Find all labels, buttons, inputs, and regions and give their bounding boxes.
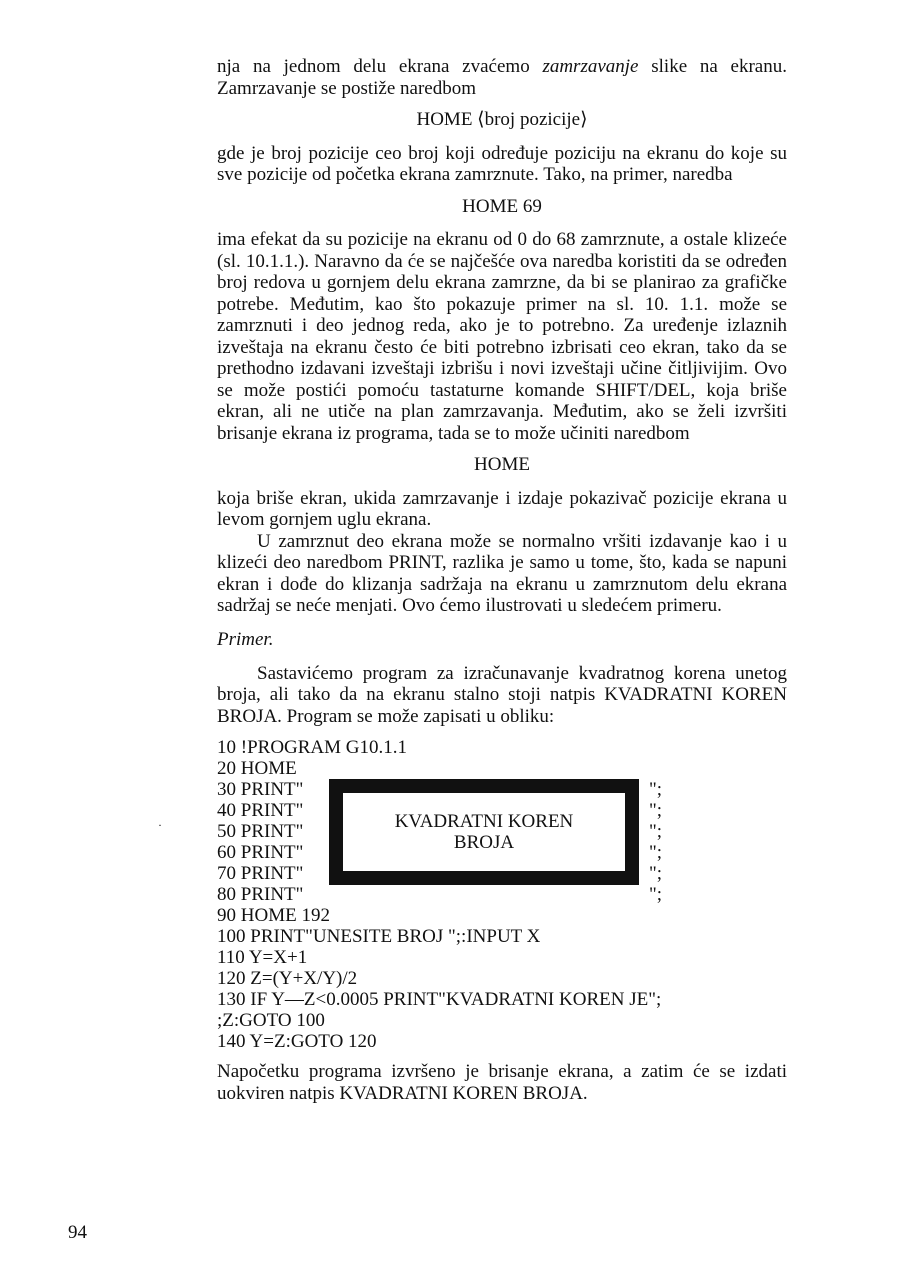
command-home-position: HOME ⟨broj pozicije⟩: [416, 109, 588, 130]
line-end-quote: ";: [649, 800, 663, 821]
line-end-quote: ";: [649, 863, 663, 884]
frame-title-line: KVADRATNI KOREN: [394, 811, 574, 832]
code-line: ;Z:GOTO 100: [217, 1010, 325, 1031]
code-line: 60 PRINT": [217, 842, 304, 863]
code-line: 130 IF Y—Z<0.0005 PRINT"KVADRATNI KOREN JE";: [217, 989, 662, 1010]
code-line: 100 PRINT"UNESITE BROJ ";:INPUT X: [217, 926, 541, 947]
code-line: 110 Y=X+1: [217, 947, 308, 968]
code-line: 50 PRINT": [217, 821, 304, 842]
code-line: 120 Z=(Y+X/Y)/2: [217, 968, 358, 989]
command-home: HOME: [474, 454, 530, 475]
intro-text-end: slike na ekranu. Zamrzavanje se postiže naredbom: [217, 56, 787, 99]
paragraph-example-intro: Sastavićemo program za izračunavanje kvadratnog korena unetog broja, ali tako da na ekranu stalno stoji natpis KVADRATNI KOREN BROJA. Program se može zapisati u obliku:: [217, 662, 787, 727]
paragraph-position-definition: gde je broj pozicije ceo broj koji određuje poziciju na ekranu do koje su sve pozicije od početka ekrana zamrznute. Tako, na primer, naredba: [217, 142, 787, 185]
page-number: 94: [68, 1222, 87, 1243]
program-listing: [217, 737, 787, 1053]
code-line: 10 !PROGRAM G10.1.1: [217, 737, 408, 758]
page-body: [217, 56, 787, 1104]
intro-text-start: nja na jednom delu ekrana zvaćemo: [217, 56, 543, 77]
example-heading: Primer.: [217, 628, 274, 650]
paragraph-frozen-output: U zamrznut deo ekrana može se normalno vršiti izdavanje kao i u klizeći deo naredbom PRINT, razlika je samo u tome, što, kada se napuni ekran i dođe do klizanja sadržaja na ekranu u zamrznutom delu ekrana sadržaj se neće menjati. Ovo ćemo ilustrovati u sledećem primeru.: [217, 530, 787, 616]
intro-paragraph: [217, 56, 787, 99]
code-line: 30 PRINT": [217, 779, 304, 800]
code-line: 20 HOME: [217, 758, 297, 779]
line-end-quote: ";: [649, 842, 663, 863]
code-line: 90 HOME 192: [217, 905, 330, 926]
command-home-69: HOME 69: [462, 195, 542, 217]
paragraph-home-effect: koja briše ekran, ukida zamrzavanje i izdaje pokazivač pozicije ekrana u levom gornjem uglu ekrana.: [217, 487, 787, 530]
line-end-quotes: [649, 779, 662, 905]
title-frame-box: [329, 779, 639, 885]
line-end-quote: ";: [649, 779, 663, 800]
code-line: 70 PRINT": [217, 863, 304, 884]
paragraph-program-explanation: Napočetku programa izvršeno je brisanje ekrana, a zatim će se izdati uokviren natpis KVADRATNI KOREN BROJA.: [217, 1061, 787, 1104]
margin-mark: ·: [158, 818, 162, 832]
frame-title-line: BROJA: [453, 832, 515, 853]
paragraph-freeze-explanation: ima efekat da su pozicije na ekranu od 0 do 68 zamrznute, a ostale klizeće (sl. 10.1.1.). Naravno da će se najčešće ova naredba koristiti da se određen broj redova u gornjem delu ekrana zamrzne, da bi se planirao za grafičke potrebe. Međutim, kao što pokazuje primer na sl. 10. 1.1. može se zamrznuti i deo jednog reda, ako je to potrebno. Za uređenje izlaznih izveštaja na ekranu često će biti potrebno izbrisati ceo ekran, tako da se prethodno izdavani izveštaji izbrišu i novi izveštaji učine čitljivijim. Ovo se može postići pomoću tastaturne komande SHIFT/DEL, koja briše ekran, ali ne utiče na plan zamrzavanja. Međutim, ako se želi izvršiti brisanje ekrana iz programa, tada se to može učiniti naredbom: [217, 229, 787, 444]
line-end-quote: ";: [649, 884, 663, 905]
code-line: 140 Y=Z:GOTO 120: [217, 1031, 377, 1052]
code-line: 40 PRINT": [217, 800, 304, 821]
title-frame-inner: [343, 793, 625, 871]
code-line: 80 PRINT": [217, 884, 304, 905]
intro-emphasis: zamrzavanje: [542, 56, 639, 77]
line-end-quote: ";: [649, 821, 663, 842]
